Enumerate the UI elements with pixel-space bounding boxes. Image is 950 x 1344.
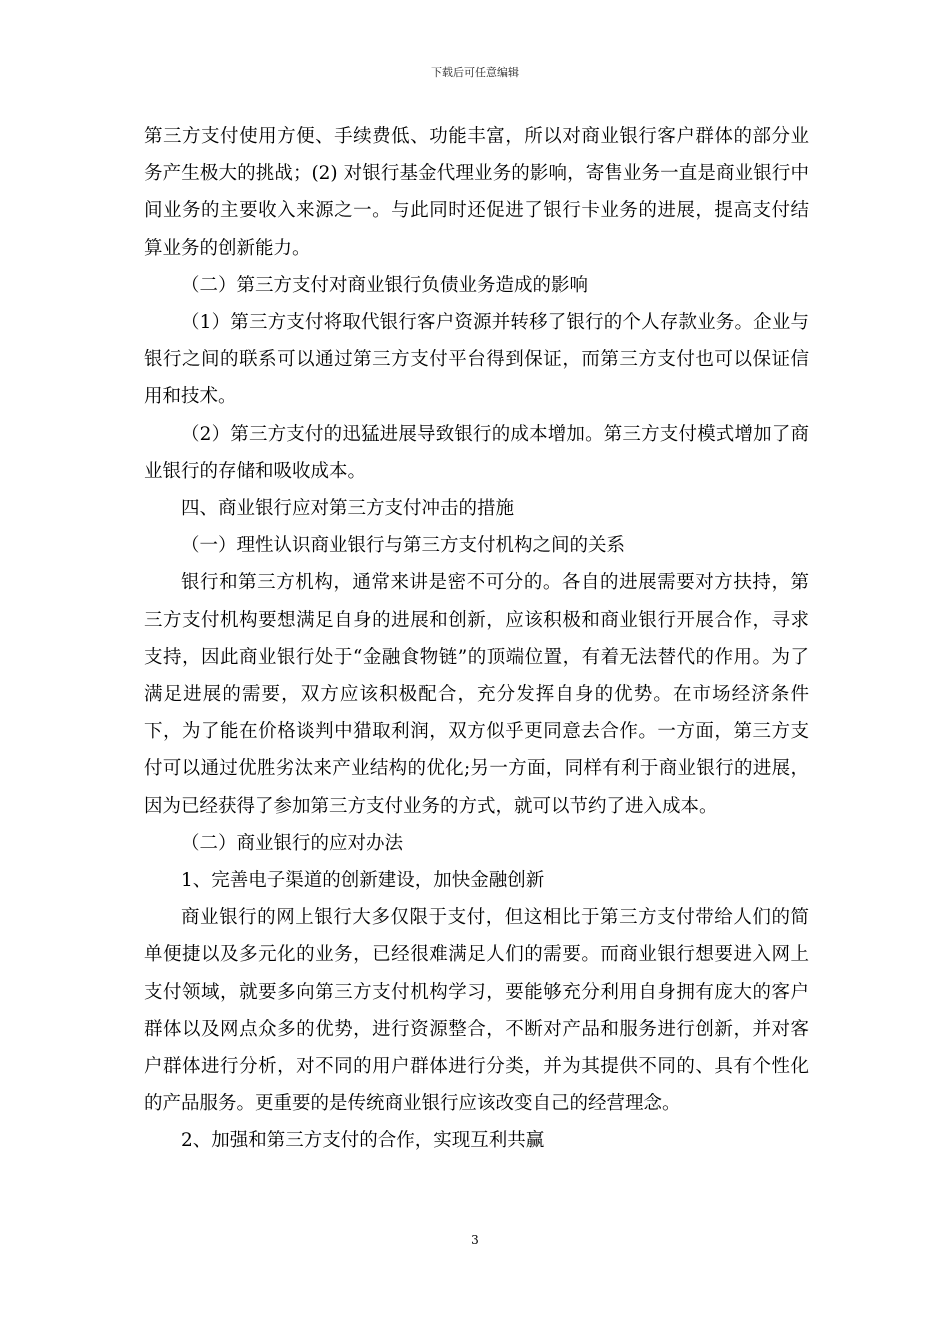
subsection-heading-relationship: （一）理性认识商业银行与第三方支付机构之间的关系	[181, 535, 626, 557]
paragraph-online-banking: 商业银行的网上银行大多仅限于支付，但这相比于第三方支付带给人们的简单便捷以及多元化的业务，已经很难满足人们的需要。而商业银行想要进入网上支付领域，就要多向第三方支付机构学习，要能够充分利用自身拥有庞大的客户群体以及网点众多的优势，进行资源整合，不断对产品和服务进行创新，并对客户群体进行分析，对不同的用户群体进行分类，并为其提供不同的、具有个性化的产品服务。更重要的是传统商业银行应该改变自己的经营理念。	[144, 907, 809, 1115]
section-heading-measures: 四、商业银行应对第三方支付冲击的措施	[181, 498, 515, 520]
document-body	[144, 118, 809, 1160]
paragraph-item-1: （1）第三方支付将取代银行客户资源并转移了银行的个人存款业务。企业与银行之间的联系可以通过第三方支付平台得到保证，而第三方支付也可以保证信用和技术。	[144, 312, 809, 408]
paragraph-continuation: 第三方支付使用方便、手续费低、功能丰富，所以对商业银行客户群体的部分业务产生极大的挑战；(2) 对银行基金代理业务的影响，寄售业务一直是商业银行中间业务的主要收入来源之一。与此同时还促进了银行卡业务的进展，提高支付结算业务的创新能力。	[144, 126, 809, 259]
page-number: 3	[471, 1233, 479, 1247]
point-heading-2: 2、加强和第三方支付的合作，实现互利共赢	[181, 1130, 545, 1152]
section-heading-liability-impact: （二）第三方支付对商业银行负债业务造成的影响	[181, 274, 589, 296]
point-heading-1: 1、完善电子渠道的创新建设，加快金融创新	[181, 870, 545, 892]
subsection-heading-countermeasures: （二）商业银行的应对办法	[181, 832, 404, 854]
header-note: 下载后可任意编辑	[431, 66, 519, 79]
paragraph-relationship: 银行和第三方机构，通常来讲是密不可分的。各自的进展需要对方扶持，第三方支付机构要想满足自身的进展和创新，应该积极和商业银行开展合作，寻求支持，因此商业银行处于“金融食物链”的顶端位置，有着无法替代的作用。为了满足进展的需要，双方应该积极配合，充分发挥自身的优势。在市场经济条件下，为了能在价格谈判中猎取利润，双方似乎更同意去合作。一方面，第三方支付可以通过优胜劣汰来产业结构的优化;另一方面，同样有利于商业银行的进展，因为已经获得了参加第三方支付业务的方式，就可以节约了进入成本。	[144, 572, 809, 817]
paragraph-item-2: （2）第三方支付的迅猛进展导致银行的成本增加。第三方支付模式增加了商业银行的存储和吸收成本。	[144, 423, 809, 482]
